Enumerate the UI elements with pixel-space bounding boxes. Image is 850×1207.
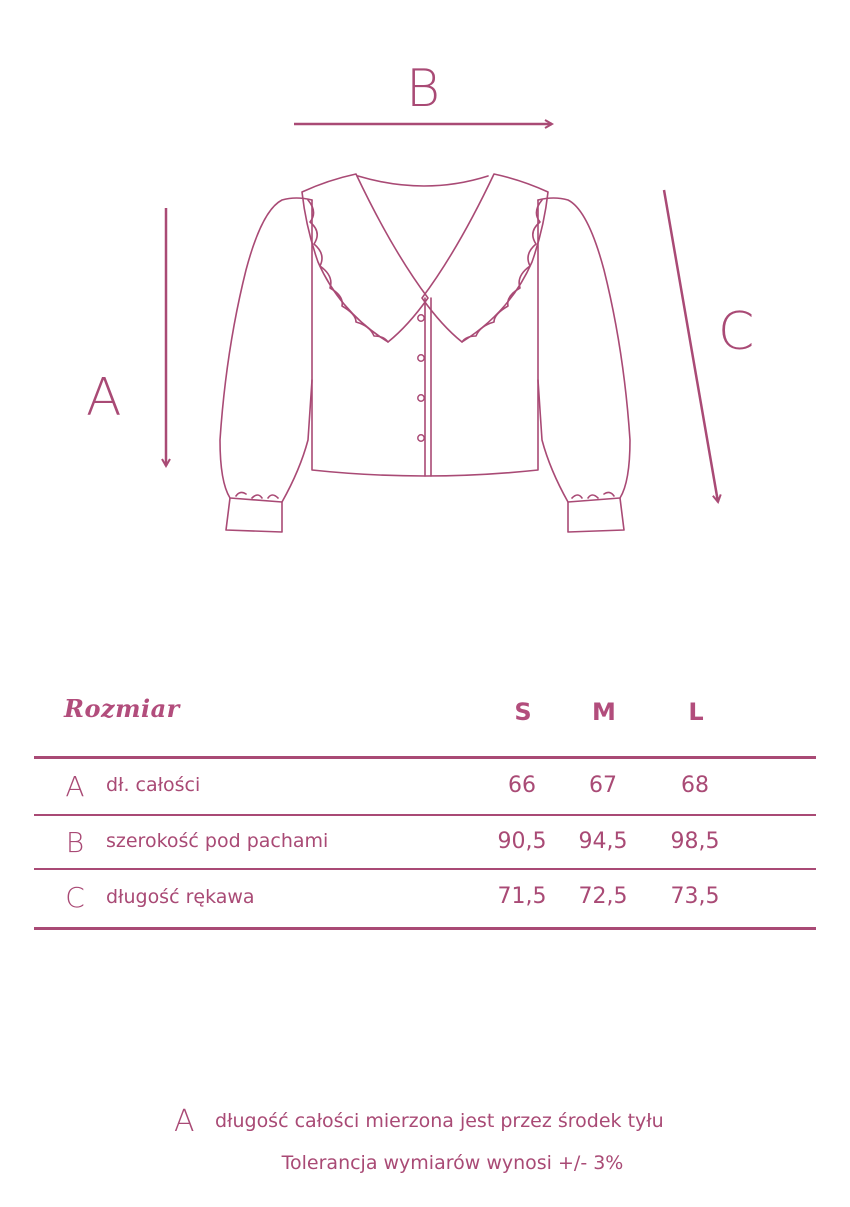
table-row-label: dł. całości xyxy=(106,774,201,796)
table-row-divider xyxy=(34,868,816,870)
table-row-divider xyxy=(34,814,816,816)
table-cell-l: 73,5 xyxy=(670,884,720,909)
note-measurement: długość całości mierzona jest przez środek tyłu xyxy=(215,1110,664,1132)
table-cell-s: 90,5 xyxy=(497,829,547,854)
button-2 xyxy=(418,355,424,361)
size-header-s: S xyxy=(514,698,532,726)
size-header-m: M xyxy=(592,698,616,726)
sleeve-right xyxy=(538,198,630,502)
table-row-letter: A xyxy=(65,770,85,803)
size-header-l: L xyxy=(688,698,704,726)
table-row-label: szerokość pod pachami xyxy=(106,830,329,852)
table-bottom-rule xyxy=(34,927,816,930)
blouse-diagram xyxy=(0,0,850,600)
collar-left xyxy=(302,174,428,342)
table-row-letter: C xyxy=(65,881,85,914)
table-cell-l: 98,5 xyxy=(670,829,720,854)
measure-label-b: B xyxy=(406,59,441,119)
measure-label-a: A xyxy=(86,368,122,428)
table-cell-s: 71,5 xyxy=(497,884,547,909)
table-row-letter: B xyxy=(65,826,85,859)
button-1 xyxy=(418,315,424,321)
table-cell-m: 67 xyxy=(589,773,617,798)
table-top-rule xyxy=(34,756,816,759)
note-letter: A xyxy=(174,1104,195,1139)
size-table-title: Rozmiar xyxy=(64,694,180,723)
button-4 xyxy=(418,435,424,441)
sleeve-left xyxy=(220,198,312,502)
note-tolerance: Tolerancja wymiarów wynosi +/- 3% xyxy=(281,1152,624,1174)
table-row-label: długość rękawa xyxy=(106,886,255,908)
arrow-c xyxy=(664,190,718,502)
button-3 xyxy=(418,395,424,401)
table-cell-s: 66 xyxy=(508,773,536,798)
table-cell-m: 72,5 xyxy=(578,884,628,909)
measure-label-c: C xyxy=(718,302,755,362)
collar-right xyxy=(422,174,548,342)
neckline xyxy=(358,176,488,186)
table-cell-l: 68 xyxy=(681,773,709,798)
table-cell-m: 94,5 xyxy=(578,829,628,854)
